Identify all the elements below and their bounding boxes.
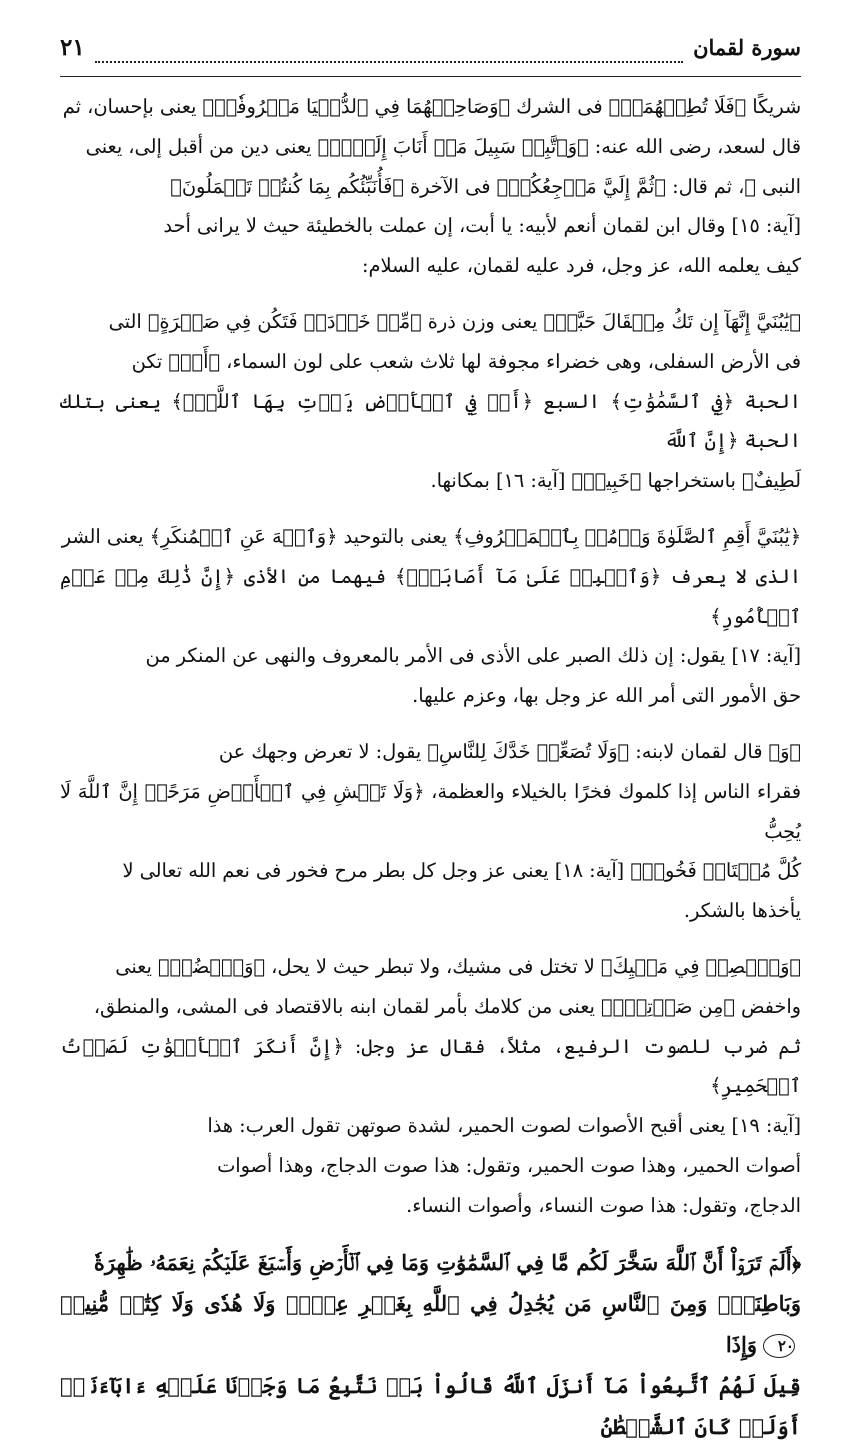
quran-verse-block — [60, 1242, 801, 1447]
running-header — [60, 34, 801, 76]
ayah-number-marker: ٢٠ — [763, 1334, 795, 1358]
surah-title: سورة لقمان — [693, 35, 801, 60]
quran-text: ﴿أَلَمۡ تَرَوۡاْ أَنَّ ٱللَّهَ سَخَّرَ لَكُم مَّا فِي ٱلسَّمَٰوَٰتِ وَمَا فِي ٱلۡأَرۡضِ وَأَسۡبَغَ عَلَيۡكُمۡ نِعَمَهُۥ ظَٰهِرَةٗ وَبَاطِنَةٗۗ وَمِنَ ٱلنَّاسِ مَن يُجَٰدِلُ فِي ٱللَّهِ بِغَيۡرِ عِلۡمٖ وَلَا هُدٗى وَلَا كِتَٰبٖ مُّنِيرٖ — [60, 1249, 801, 1316]
commentary-paragraph: ﴿وَ﴾ قال لقمان لابنه: ﴿وَلَا تُصَعِّرۡ خَدَّكَ لِلنَّاسِ﴾ يقول: لا تعرض وجهك عن فقراء الناس إذا كلموك فخرًا بالخيلاء والعظمة، ﴿وَلَا تَمۡشِ فِي ٱلۡأَرۡضِ مَرَحًاۖ إِنَّ ٱللَّهَ لَا يُحِبُّ كُلَّ مُخۡتَالٖ فَخُورٖ﴾ [آية: ١٨] يعنى عز وجل كل بطر مرح فخور فى نعم الله تعالى لا يأخذها بالشكر. — [60, 739, 801, 923]
commentary-paragraph: ﴿يَٰبُنَيَّ إِنَّهَآ إِن تَكُ مِثۡقَالَ حَبَّةٖ﴾ يعنى وزن ذرة ﴿مِّنۡ خَرۡدَلٖ فَتَكُن فِي صَخۡرَةٍ﴾ التى فى الأرض السفلى، وهى خضراء مجوفة لها ثلاث شعب على لون السماء، ﴿أَوۡ﴾ تكن الحبة ﴿فِي ٱلسَّمَٰوَٰتِ﴾ السبع ﴿أَوۡ فِي ٱلۡأَرۡضِ يَأۡتِ بِهَا ٱللَّهُۚ﴾ يعنى بتلك الحبة ﴿إِنَّ ٱللَّهَ لَطِيفٌ﴾ باستخراجها ﴿خَبِيرٞ﴾ [آية: ١٦] بمكانها. — [60, 309, 801, 493]
quran-text: وَإِذَا قِيلَ لَهُمُ ٱتَّبِعُواْ مَآ أَنزَلَ ٱللَّهُ قَالُواْ بَلۡ نَتَّبِعُ مَا وَجَدۡنَا عَلَيۡهِ ءَابَآءَنَآۚ أَوَلَوۡ كَانَ ٱلشَّيۡطَٰنُ — [60, 1331, 801, 1439]
header-rule — [60, 76, 801, 77]
commentary-paragraph: ﴿يَٰبُنَيَّ أَقِمِ ٱلصَّلَوٰةَ وَأۡمُرۡ بِٱلۡمَعۡرُوفِ﴾ يعنى بالتوحيد ﴿وَٱنۡهَ عَنِ ٱلۡمُنكَرِ﴾ يعنى الشر الذى لا يعرف ﴿وَٱصۡبِرۡ عَلَىٰ مَآ أَصَابَكَۖ﴾ فيهما من الأذى ﴿إِنَّ ذَٰلِكَ مِنۡ عَزۡمِ ٱلۡأُمُورِ﴾ [آية: ١٧] يقول: إن ذلك الصبر على الأذى فى الأمر بالمعروف والنهى عن المنكر من حق الأمور التى أمر الله عز وجل بها، وعزم عليها. — [60, 524, 801, 708]
page-number: ٢١ — [60, 34, 85, 61]
commentary-paragraph: شريكًا ﴿فَلَا تُطِعۡهُمَاۖ﴾ فى الشرك ﴿وَصَاحِبۡهُمَا فِي ٱلدُّنۡيَا مَعۡرُوفٗاۖ﴾ يعنى بإحسان، ثم قال لسعد، رضى الله عنه: ﴿وَٱتَّبِعۡ سَبِيلَ مَنۡ أَنَابَ إِلَيَّۚ﴾ يعنى دين من أقبل إلى، يعنى النبى ﷺ، ثم قال: ﴿ثُمَّ إِلَيَّ مَرۡجِعُكُمۡ﴾ فى الآخرة ﴿فَأُنَبِّئُكُم بِمَا كُنتُمۡ تَعۡمَلُونَ﴾ [آية: ١٥] وقال ابن لقمان أنعم لأبيه: يا أبت، إن عملت بالخطيئة حيث لا يرانى أحد كيف يعلمه الله، عز وجل، فرد عليه لقمان، عليه السلام: — [62, 95, 801, 278]
dotted-leader — [95, 47, 683, 63]
commentary-paragraph: ﴿وَٱقۡصِدۡ فِي مَشۡيِكَ﴾ لا تختل فى مشيك، ولا تبطر حيث لا يحل، ﴿وَٱغۡضُضۡ﴾ يعنى واخفض ﴿مِن صَوۡتِكَۚ﴾ يعنى من كلامك بأمر لقمان ابنه بالاقتصاد فى المشى، والمنطق، ثم ضرب للصوت الرفيع، مثلاً، فقال عز وجل: ﴿إِنَّ أَنكَرَ ٱلۡأَصۡوَٰتِ لَصَوۡتُ ٱلۡحَمِيرِ﴾ [آية: ١٩] يعنى أقبح الأصوات لصوت الحمير، لشدة صوتهن تقول العرب: هذا أصوات الحمير، وهذا صوت الحمير، وتقول: هذا صوت الدجاج، وهذا أصوات الدجاج، وتقول: هذا صوت النساء، وأصوات النساء. — [60, 954, 801, 1217]
